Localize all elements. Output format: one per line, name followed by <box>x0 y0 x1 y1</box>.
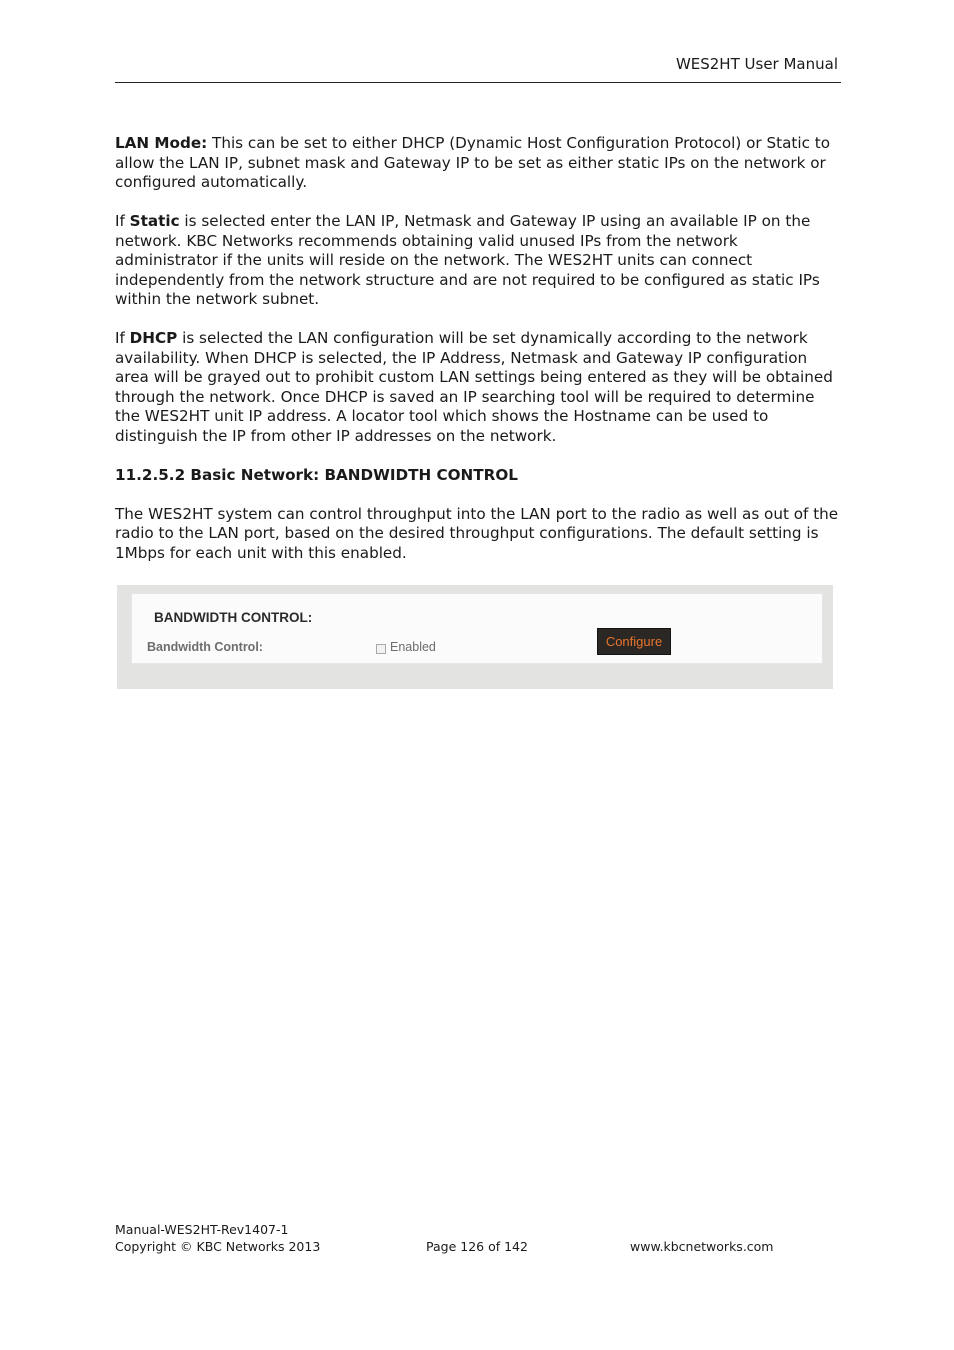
footer-doc-id: Manual-WES2HT-Rev1407-1 <box>115 1222 289 1237</box>
dhcp-keyword: DHCP <box>129 329 178 347</box>
footer-page-number: Page 126 of 142 <box>426 1238 528 1254</box>
bandwidth-paragraph: The WES2HT system can control throughput into the LAN port to the radio as well as out of the radio to the LAN port, based on the desired throughput configurations. The default setting is 1Mbps for each unit with this enabled. <box>115 504 839 562</box>
document-body <box>115 134 841 583</box>
bandwidth-control-screenshot <box>117 585 833 689</box>
footer-copyright: Copyright © KBC Networks 2013 <box>115 1238 321 1254</box>
bandwidth-control-label: Bandwidth Control: <box>147 640 263 654</box>
section-heading: 11.2.5.2 Basic Network: BANDWIDTH CONTROL <box>115 465 518 484</box>
static-text: is selected enter the LAN IP, Netmask and Gateway IP using an available IP on the network. KBC Networks recommends obtaining valid unused IPs from the network administrator if the units will reside on the network. The WES2HT units can connect independently from the network structure and are not required to be configured as static IPs within the network subnet. <box>115 212 820 308</box>
static-prefix: If <box>115 212 130 230</box>
static-paragraph <box>115 212 841 310</box>
lan-mode-text: This can be set to either DHCP (Dynamic Host Configuration Protocol) or Static to allow the LAN IP, subnet mask and Gateway IP to be set as either static IPs on the network or configured automatically. <box>115 134 831 191</box>
lan-mode-label: LAN Mode: <box>115 134 208 152</box>
header-title: WES2HT User Manual <box>675 55 838 73</box>
dhcp-paragraph <box>115 329 841 446</box>
dhcp-text: is selected the LAN configuration will be set dynamically according to the network availability. When DHCP is selected, the IP Address, Netmask and Gateway IP configuration area will be grayed out to prohibit custom LAN settings being entered as they will be obtained through the network. Once DHCP is saved an IP searching tool will be required to determine the WES2HT unit IP address. A locator tool which shows the Hostname can be used to distinguish the IP from other IP addresses on the network. <box>115 329 833 445</box>
footer-website: www.kbcnetworks.com <box>630 1238 774 1254</box>
enabled-checkbox-label[interactable]: Enabled <box>390 640 436 654</box>
bandwidth-control-panel <box>131 593 823 664</box>
enabled-checkbox[interactable] <box>376 644 386 654</box>
lan-mode-paragraph <box>115 134 841 193</box>
configure-button[interactable]: Configure <box>597 628 671 655</box>
dhcp-prefix: If <box>115 329 130 347</box>
footer-left <box>115 1222 320 1255</box>
header-divider <box>115 82 841 83</box>
panel-title: BANDWIDTH CONTROL: <box>154 610 313 625</box>
static-keyword: Static <box>129 212 180 230</box>
